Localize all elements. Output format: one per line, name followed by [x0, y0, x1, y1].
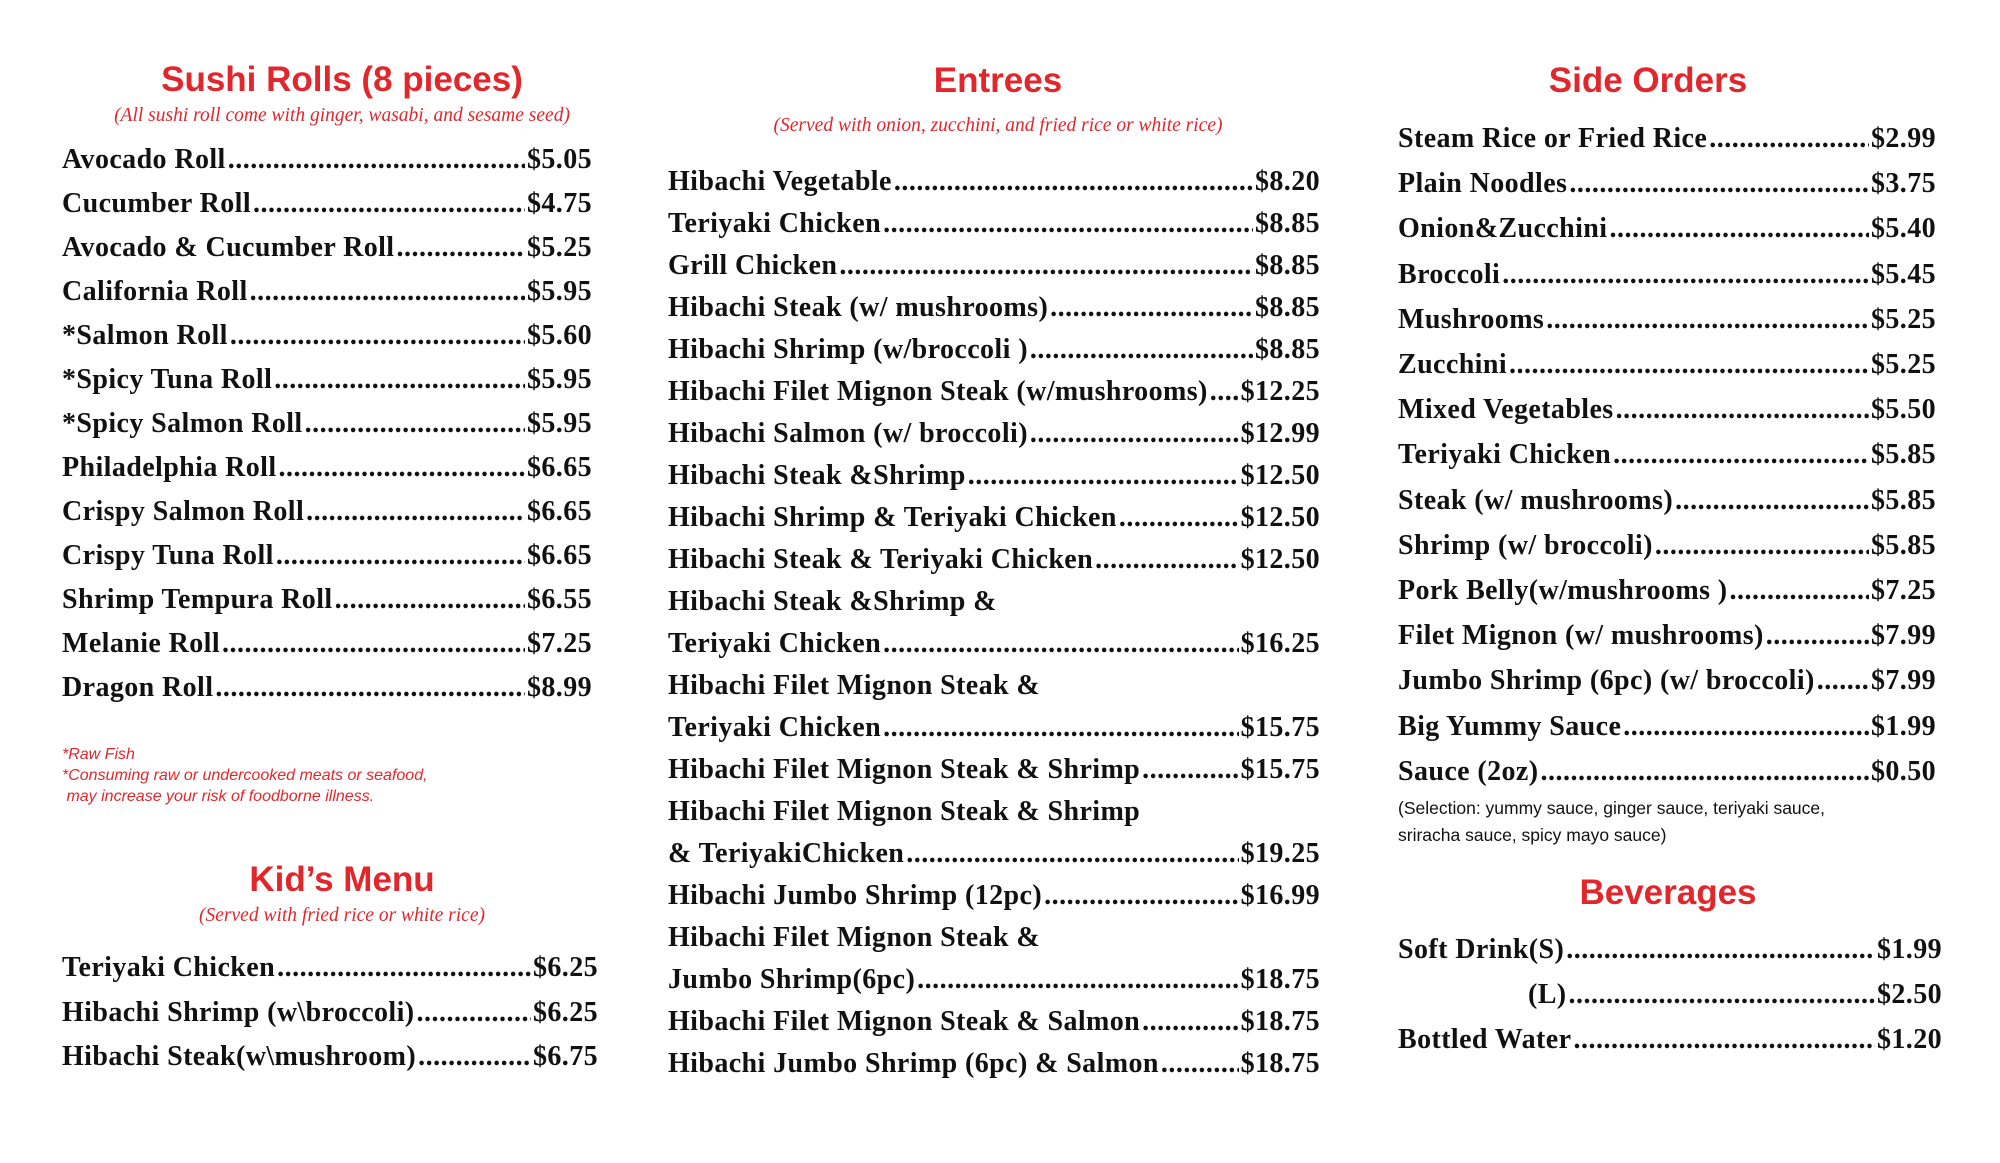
menu-item-name: Filet Mignon (w/ mushrooms) [1398, 620, 1764, 652]
dot-leader [1142, 756, 1238, 784]
menu-item-name: Plain Noodles [1398, 168, 1568, 200]
dot-leader [228, 146, 525, 174]
menu-item-price: $6.65 [527, 496, 592, 527]
menu-item-price: $15.75 [1240, 754, 1320, 785]
menu-item-price: $1.99 [1871, 710, 1936, 742]
dot-leader [883, 210, 1253, 238]
dot-leader [1044, 882, 1239, 910]
menu-item-name: Avocado & Cucumber Roll [62, 232, 395, 263]
menu-item-price: $7.99 [1871, 620, 1936, 652]
menu-item [668, 210, 1320, 238]
dot-leader [1675, 487, 1869, 515]
menu-item [668, 546, 1320, 574]
raw-fish-note: *Raw Fish [62, 746, 135, 763]
menu-item-price: $8.85 [1255, 208, 1320, 239]
menu-item-price: $5.95 [527, 276, 592, 307]
menu-item-name: Bottled Water [1398, 1024, 1572, 1055]
menu-item-name-line1: Hibachi Steak &Shrimp & [668, 586, 997, 617]
menu-item-price: $5.95 [527, 364, 592, 395]
dot-leader [250, 278, 525, 306]
menu-item [668, 1050, 1320, 1078]
menu-item-name: Pork Belly(w/mushrooms ) [1398, 575, 1728, 606]
dot-leader [1817, 667, 1869, 695]
dot-leader [1766, 622, 1869, 650]
menu-item-price: $3.75 [1871, 168, 1936, 200]
menu-item [668, 168, 1320, 196]
menu-item-price: $8.20 [1255, 166, 1320, 197]
menu-item [1398, 351, 1936, 379]
menu-item [1398, 303, 1936, 335]
menu-item-price: $12.50 [1240, 544, 1320, 575]
menu-item-name: Hibachi Filet Mignon Steak & Salmon [668, 1006, 1141, 1037]
menu-item-price: $18.75 [1240, 1006, 1320, 1037]
menu-item-name: Hibachi Steak &Shrimp [668, 460, 966, 491]
menu-item [62, 674, 592, 702]
food-safety-warning-line1: *Consuming raw or undercooked meats or seafood, [62, 767, 428, 784]
dot-leader [1613, 441, 1869, 469]
menu-item [1398, 396, 1936, 424]
menu-item-price: $5.85 [1871, 484, 1936, 516]
menu-item [668, 378, 1320, 406]
dot-leader [1709, 125, 1869, 153]
dot-leader [883, 630, 1239, 658]
menu-item-name: Teriyaki Chicken [668, 628, 882, 659]
menu-item [62, 954, 598, 982]
menu-item-price: $6.25 [533, 952, 598, 983]
menu-item-name: Hibachi Steak (w/ mushrooms) [668, 292, 1049, 323]
menu-item-price: $5.25 [527, 232, 592, 263]
menu-item-name: (L) [1528, 979, 1567, 1010]
menu-item-name: Hibachi Shrimp (w\broccoli) [62, 996, 415, 1028]
menu-item [668, 756, 1320, 784]
menu-item [62, 454, 592, 482]
menu-item-name: Hibachi Salmon (w/ broccoli) [668, 418, 1028, 449]
menu-item [668, 840, 1320, 868]
dot-leader [276, 542, 525, 570]
dot-leader [883, 714, 1239, 742]
dot-leader [1566, 936, 1875, 964]
menu-item [1398, 710, 1936, 742]
menu-item-name: Hibachi Shrimp (w/broccoli ) [668, 334, 1028, 365]
menu-item-name: Hibachi Steak(w\mushroom) [62, 1041, 417, 1072]
menu-item-name: Shrimp Tempura Roll [62, 584, 333, 615]
menu-item-price: $5.85 [1871, 529, 1936, 561]
beverages-heading: Beverages [1579, 873, 1757, 912]
menu-item-price: $12.50 [1240, 502, 1320, 533]
menu-item [668, 420, 1320, 448]
menu-item-name: & TeriyakiChicken [668, 838, 905, 869]
dot-leader [1502, 261, 1869, 289]
dot-leader [1142, 1008, 1238, 1036]
menu-item [668, 504, 1320, 532]
menu-item [1398, 170, 1936, 198]
menu-item [1398, 981, 1942, 1009]
menu-item-name: Hibachi Filet Mignon Steak & Shrimp [668, 754, 1141, 785]
menu-item [62, 190, 592, 218]
sauce-selection-line2: sriracha sauce, spicy mayo sauce) [1398, 825, 1667, 845]
menu-item [1398, 484, 1936, 516]
dot-leader [894, 168, 1253, 196]
menu-item-name: Zucchini [1398, 349, 1508, 380]
menu-item-name-line1: Hibachi Filet Mignon Steak & [668, 670, 1041, 701]
dot-leader [417, 999, 531, 1027]
menu-item [668, 252, 1320, 280]
menu-item-price: $6.65 [527, 540, 592, 571]
menu-item-price: $0.50 [1871, 755, 1936, 787]
menu-item-price: $5.25 [1871, 303, 1936, 335]
menu-item-name: Onion&Zucchini [1398, 213, 1608, 245]
menu-item-price: $5.45 [1871, 258, 1936, 290]
menu-item-price: $6.55 [527, 584, 592, 615]
menu-item [668, 630, 1320, 658]
menu-item-price: $1.20 [1877, 1024, 1942, 1055]
sushi-rolls-heading: Sushi Rolls (8 pieces) [161, 60, 523, 99]
menu-item-name: Hibachi Jumbo Shrimp (6pc) & Salmon [668, 1048, 1159, 1079]
menu-item-name: Philadelphia Roll [62, 452, 277, 483]
menu-item-name: Shrimp (w/ broccoli) [1398, 529, 1653, 561]
menu-item [62, 630, 592, 658]
menu-item [62, 410, 592, 438]
dot-leader [274, 366, 525, 394]
menu-item [1398, 667, 1936, 695]
menu-item-price: $7.25 [1871, 575, 1936, 606]
dot-leader [277, 954, 531, 982]
menu-item [62, 146, 592, 174]
menu-item [668, 882, 1320, 910]
menu-item-name: Hibachi Shrimp & Teriyaki Chicken [668, 502, 1117, 533]
menu-item [1398, 215, 1936, 243]
dot-leader [917, 966, 1238, 994]
dot-leader [1030, 336, 1253, 364]
menu-item [1398, 258, 1936, 290]
menu-item-price: $4.75 [527, 188, 592, 219]
menu-item-price: $2.50 [1877, 979, 1942, 1010]
dot-leader [1730, 577, 1869, 605]
menu-item-name: Teriyaki Chicken [1398, 439, 1612, 471]
menu-item-price: $18.75 [1240, 964, 1320, 995]
dot-leader [1546, 306, 1869, 334]
menu-item [668, 966, 1320, 994]
menu-item-name: Crispy Tuna Roll [62, 540, 274, 571]
menu-item-name: Sauce (2oz) [1398, 755, 1539, 787]
dot-leader [397, 234, 526, 262]
menu-item [668, 294, 1320, 322]
menu-item [1398, 441, 1936, 469]
menu-item [62, 278, 592, 306]
menu-item-name: Hibachi Filet Mignon Steak (w/mushrooms) [668, 376, 1208, 407]
menu-item-name: Steak (w/ mushrooms) [1398, 484, 1674, 516]
dot-leader [1161, 1050, 1239, 1078]
menu-item-name: Hibachi Vegetable [668, 166, 892, 197]
menu-item [62, 498, 592, 526]
menu-item-name: Soft Drink(S) [1398, 934, 1565, 965]
dot-leader [1569, 170, 1869, 198]
menu-item-price: $5.60 [527, 320, 592, 351]
menu-item-price: $7.99 [1871, 665, 1936, 697]
menu-item-name: Teriyaki Chicken [668, 712, 882, 743]
menu-item-price: $2.99 [1871, 123, 1936, 154]
menu-item-price: $8.85 [1255, 292, 1320, 323]
dot-leader [1569, 981, 1875, 1009]
food-safety-warning-line2: may increase your risk of foodborne illness. [62, 788, 375, 805]
dot-leader [335, 586, 525, 614]
menu-item [1398, 755, 1936, 787]
menu-item-price: $12.25 [1240, 376, 1320, 407]
dot-leader [279, 454, 525, 482]
menu-item [62, 366, 592, 394]
entrees-heading: Entrees [933, 61, 1063, 100]
menu-item-name: Teriyaki Chicken [62, 952, 276, 983]
menu-item-name: *Salmon Roll [62, 320, 228, 351]
kids-menu-note: (Served with fried rice or white rice) [199, 905, 485, 926]
dot-leader [1119, 504, 1239, 532]
menu-item-name: *Spicy Tuna Roll [62, 364, 273, 395]
menu-item-name: Hibachi Jumbo Shrimp (12pc) [668, 880, 1043, 911]
menu-item-name: Grill Chicken [668, 250, 838, 281]
menu-item-name: Hibachi Steak & Teriyaki Chicken [668, 544, 1094, 575]
dot-leader [305, 410, 525, 438]
menu-item-price: $12.50 [1240, 460, 1320, 491]
dot-leader [1573, 1026, 1875, 1054]
menu-item-price: $12.99 [1240, 418, 1320, 449]
menu-item-name: California Roll [62, 276, 248, 307]
sauce-selection-line1: (Selection: yummy sauce, ginger sauce, teriyaki sauce, [1398, 798, 1825, 818]
menu-item-price: $18.75 [1240, 1048, 1320, 1079]
menu-item-name: Jumbo Shrimp (6pc) (w/ broccoli) [1398, 665, 1815, 697]
menu-item-name: Mixed Vegetables [1398, 394, 1614, 426]
menu-item [62, 586, 592, 614]
menu-item [668, 1008, 1320, 1036]
menu-item-price: $6.65 [527, 452, 592, 483]
menu-item-price: $15.75 [1240, 712, 1320, 743]
kids-menu-heading: Kid’s Menu [249, 860, 435, 899]
dot-leader [1616, 396, 1869, 424]
menu-item-price: $6.75 [533, 1041, 598, 1072]
menu-item-name: Broccoli [1398, 258, 1501, 290]
dot-leader [1509, 351, 1869, 379]
menu-item-name: *Spicy Salmon Roll [62, 408, 303, 439]
menu-item [62, 1043, 598, 1071]
menu-item [668, 336, 1320, 364]
menu-item-price: $7.25 [527, 628, 592, 659]
menu-item-name: Avocado Roll [62, 144, 226, 175]
menu-item-price: $6.25 [533, 996, 598, 1028]
menu-item-price: $5.40 [1871, 213, 1936, 245]
menu-item [62, 996, 598, 1028]
menu-item-price: $16.99 [1240, 880, 1320, 911]
dot-leader [1609, 215, 1869, 243]
dot-leader [418, 1043, 531, 1071]
sushi-rolls-note: (All sushi roll come with ginger, wasabi, and sesame seed) [114, 105, 570, 126]
menu-item [1398, 125, 1936, 153]
dot-leader [1050, 294, 1253, 322]
menu-item-price: $16.25 [1240, 628, 1320, 659]
dot-leader [1540, 758, 1869, 786]
menu-item-name: Melanie Roll [62, 628, 220, 659]
menu-item [668, 462, 1320, 490]
menu-item-name: Jumbo Shrimp(6pc) [668, 964, 916, 995]
menu-item-price: $5.05 [527, 144, 592, 175]
menu-item-price: $5.50 [1871, 394, 1936, 426]
menu-item-price: $8.85 [1255, 334, 1320, 365]
dot-leader [839, 252, 1253, 280]
menu-item-name: Cucumber Roll [62, 188, 252, 219]
dot-leader [906, 840, 1238, 868]
dot-leader [222, 630, 525, 658]
menu-item-price: $1.99 [1877, 934, 1942, 965]
entrees-note: (Served with onion, zucchini, and fried rice or white rice) [773, 115, 1223, 136]
menu-item [1398, 622, 1936, 650]
dot-leader [1030, 420, 1239, 448]
menu-item-price: $5.25 [1871, 349, 1936, 380]
menu-item-price: $5.85 [1871, 439, 1936, 471]
menu-item [668, 714, 1320, 742]
menu-item-name: Big Yummy Sauce [1398, 710, 1622, 742]
menu-item-name-line1: Hibachi Filet Mignon Steak & [668, 922, 1041, 953]
dot-leader [1095, 546, 1239, 574]
menu-item [1398, 936, 1942, 964]
side-orders-heading: Side Orders [1548, 61, 1748, 100]
dot-leader [968, 462, 1239, 490]
menu-item-price: $5.95 [527, 408, 592, 439]
menu-item-name-line1: Hibachi Filet Mignon Steak & Shrimp [668, 796, 1141, 827]
dot-leader [1623, 713, 1869, 741]
menu-item-name: Dragon Roll [62, 672, 214, 703]
dot-leader [1655, 532, 1869, 560]
menu-item [62, 542, 592, 570]
menu-item-name: Crispy Salmon Roll [62, 496, 305, 527]
dot-leader [306, 498, 525, 526]
dot-leader [230, 322, 525, 350]
menu-item-name: Mushrooms [1398, 303, 1545, 335]
menu-item [62, 322, 592, 350]
menu-item-price: $19.25 [1240, 838, 1320, 869]
menu-item [62, 234, 592, 262]
dot-leader [1210, 378, 1239, 406]
menu-item-price: $8.99 [527, 672, 592, 703]
menu-item [1398, 1026, 1942, 1054]
menu-item-name: Teriyaki Chicken [668, 208, 882, 239]
menu-item-price: $8.85 [1255, 250, 1320, 281]
menu-item [1398, 529, 1936, 561]
menu-item-name: Steam Rice or Fried Rice [1398, 123, 1708, 154]
menu-item [1398, 577, 1936, 605]
dot-leader [215, 674, 525, 702]
dot-leader [253, 190, 525, 218]
